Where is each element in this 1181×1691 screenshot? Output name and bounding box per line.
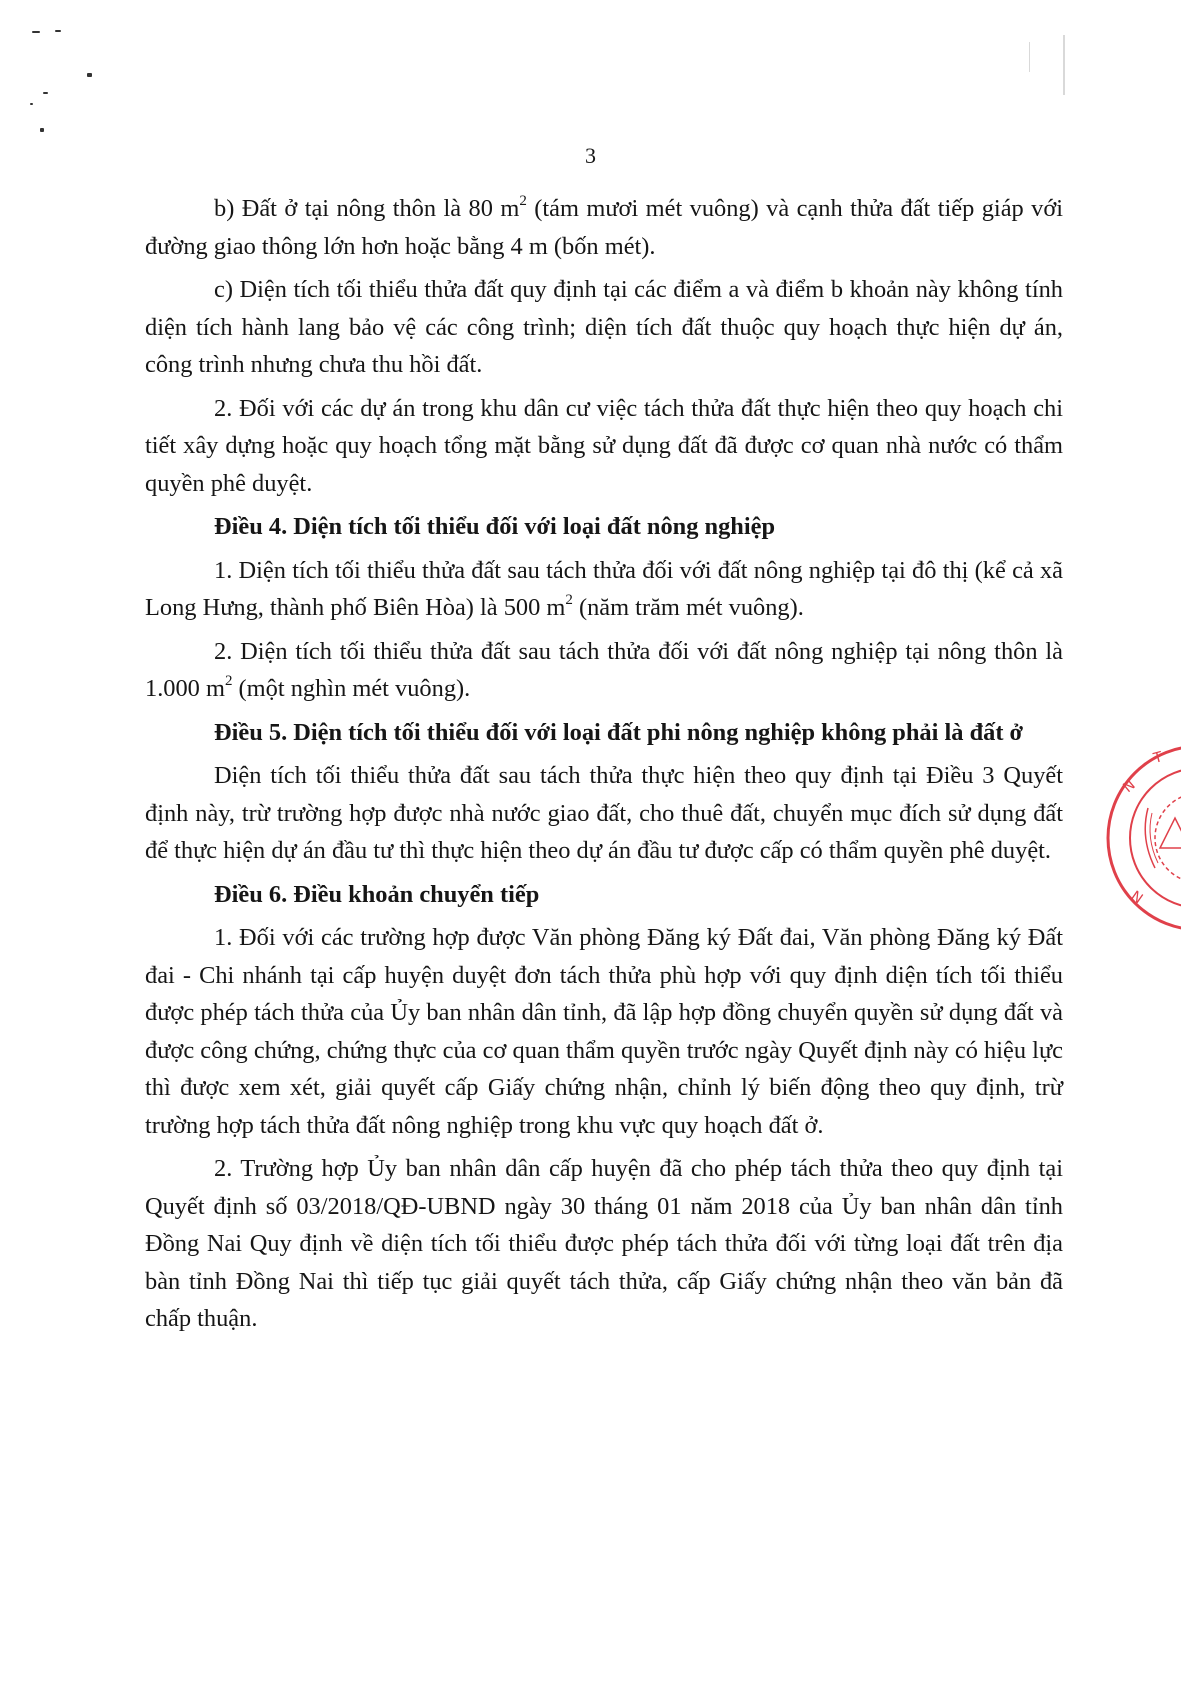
article-6-clause-2: 2. Trường hợp Ủy ban nhân dân cấp huyện đã cho phép tách thửa theo quy định tại Quyết định số 03/2018/QĐ-UBND ngày 30 tháng 01 năm 2018 của Ủy ban nhân dân tỉnh Đồng Nai Quy định về diện tích tối thiểu được phép tách thửa đối với từng loại đất trên địa bàn tỉnh Đồng Nai thì tiếp tục giải quyết tách thửa, cấp Giấy chứng nhận theo văn bản đã chấp thuận. bbox=[145, 1155, 1063, 1332]
official-seal bbox=[1100, 738, 1181, 938]
scan-edge-line bbox=[1063, 35, 1065, 95]
scan-speck bbox=[32, 31, 40, 33]
article-6-heading: Điều 6. Điều khoản chuyển tiếp bbox=[214, 880, 540, 908]
article-6-clause-1: 1. Đối với các trường hợp được Văn phòng Đăng ký Đất đai, Văn phòng Đăng ký Đất đai - Chi nhánh tại cấp huyện duyệt đơn tách thửa phù hợp với quy định diện tích tối thiểu được phép tách thửa của Ủy ban nhân dân tỉnh, đã lập hợp đồng chuyển quyền sử dụng đất và được công chứng, chứng thực của cơ quan thẩm quyền trước ngày Quyết định này có hiệu lực thì được xem xét, giải quyết cấp Giấy chứng nhận, chỉnh lý biến động theo quy định, trừ trường hợp tách thửa đất nông nghiệp trong khu vực quy hoạch đất ở. bbox=[145, 924, 1063, 1139]
article-5-text: Diện tích tối thiểu thửa đất sau tách thửa thực hiện theo quy định tại Điều 3 Quyết định này, trừ trường hợp được nhà nước giao đất, cho thuê đất, chuyển mục đích sử dụng đất để thực hiện dự án đầu tư thì thực hiện theo dự án đầu tư được cấp có thẩm quyền phê duyệt. bbox=[145, 762, 1063, 864]
scan-speck bbox=[40, 128, 44, 132]
svg-text:N: N bbox=[1120, 777, 1139, 797]
document-body bbox=[145, 190, 1063, 1338]
svg-text:N: N bbox=[1127, 888, 1146, 908]
article-5-heading: Điều 5. Diện tích tối thiểu đối với loại đất phi nông nghiệp không phải là đất ở bbox=[214, 718, 1024, 746]
page-number: 3 bbox=[585, 143, 596, 168]
paragraph-b: b) Đất ở tại nông thôn là 80 $m^2$ (tám mươi mét vuông) và cạnh thửa đất tiếp giáp với đường giao thông lớn hơn hoặc bằng 4 m (bốn mét). bbox=[145, 193, 1064, 260]
paragraph-c: c) Diện tích tối thiểu thửa đất quy định tại các điểm a và điểm b khoản này không tính diện tích hành lang bảo vệ các công trình; diện tích đất thuộc quy hoạch thực hiện dự án, công trình nhưng chưa thu hồi đất. bbox=[145, 276, 1063, 378]
scan-speck bbox=[55, 30, 61, 32]
scan-edge-line bbox=[1029, 42, 1030, 72]
article-4-heading: Điều 4. Diện tích tối thiểu đối với loại đất nông nghiệp bbox=[214, 513, 776, 540]
article-4-clause-2: 2. Diện tích tối thiểu thửa đất sau tách thửa đối với đất nông nghiệp tại nông thôn là 1.000 $m^2$ (một nghìn mét vuông). bbox=[145, 637, 1063, 702]
paragraph-2: 2. Đối với các dự án trong khu dân cư việc tách thửa đất thực hiện theo quy hoạch chi tiết xây dựng hoặc quy hoạch tổng mặt bằng sử dụng đất đã được cơ quan nhà nước có thẩm quyền phê duyệt. bbox=[145, 394, 1063, 497]
svg-text:T: T bbox=[1151, 749, 1165, 767]
scan-speck bbox=[87, 73, 92, 77]
scan-speck bbox=[43, 92, 48, 94]
article-4-clause-1: 1. Diện tích tối thiểu thửa đất sau tách thửa đối với đất nông nghiệp tại đô thị (kể cả xã Long Hưng, thành phố Biên Hòa) là 500 $m^2$ (năm trăm mét vuông). bbox=[145, 556, 1063, 621]
scan-speck bbox=[30, 103, 33, 105]
